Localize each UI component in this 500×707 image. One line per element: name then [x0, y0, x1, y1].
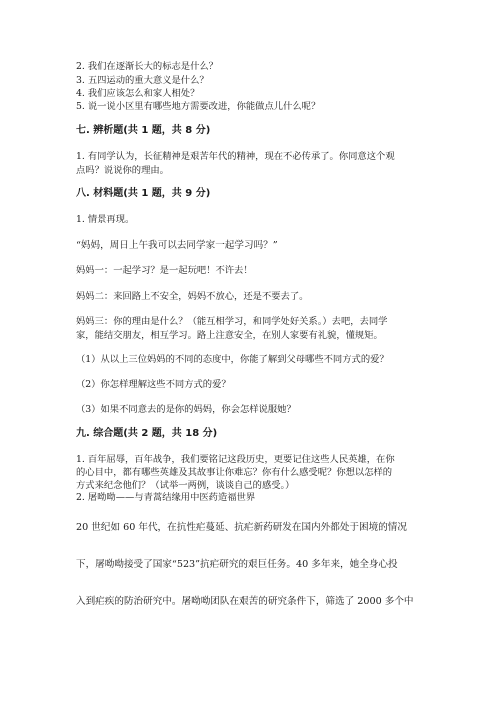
section-8-subquestion-1: （1）从以上三位妈妈的不同的态度中，你能了解到父母哪些不同方式的爱？ [76, 354, 389, 365]
reading-paragraph-line-2: 下，屠呦呦接受了国家“523”抗疟研究的艰巨任务。40 多年来，她全身心投 [76, 559, 398, 570]
mom-3-response-line-2: 家，能结交朋友，相互学习。路上注意安全，在别人家要有礼貌，懂规矩。 [76, 330, 383, 341]
section-9-question-1-line-2: 的心目中，都有哪些英雄及其故事让你难忘？你有什么感受呢？你想以怎样的 [76, 467, 393, 478]
section-9-question-1-line-3: 方式来纪念他们？（试举一两例，谈谈自己的感受。） [76, 480, 295, 491]
mom-1-response: 妈妈一：一起学习？是一起玩吧！不许去！ [76, 265, 253, 276]
reading-paragraph-line-3: 入到疟疾的防治研究中。屠呦呦团队在艰苦的研究条件下，筛选了 2000 多个中 [76, 596, 414, 607]
section-9-question-1-line-1: 1. 百年屈辱，百年战争，我们要铭记这段历史，更要记住这些人民英雄，在你 [76, 454, 395, 465]
question-2: 2. 我们在逐渐长大的标志是什么？ [76, 61, 218, 72]
child-quote: “妈妈，周日上午我可以去同学家一起学习吗？” [76, 240, 278, 251]
section-9-question-2-title: 2. 屠呦呦——与青蒿结缘用中医药造福世界 [76, 492, 256, 503]
question-3: 3. 五四运动的重大意义是什么？ [76, 75, 209, 86]
section-8-subquestion-2: （2）你怎样理解这些不同方式的爱？ [76, 379, 231, 390]
section-9-heading: 九. 综合题(共 2 题，共 18 分) [76, 428, 218, 439]
reading-paragraph-line-1: 20 世纪如 60 年代，在抗性疟蔓延、抗疟新药研发在国内外都处于困境的情况 [76, 522, 407, 533]
section-7-heading: 七. 辨析题(共 1 题，共 8 分) [76, 125, 211, 136]
section-7-question-line-1: 1. 有同学认为，长征精神是艰苦年代的精神，现在不必传承了。你同意这个观 [76, 151, 395, 162]
question-5: 5. 说一说小区里有哪些地方需要改进，你能做点儿什么呢？ [76, 101, 321, 112]
section-8-subquestion-3: （3）如果不同意去的是你的妈妈，你会怎样说服她？ [76, 404, 296, 415]
section-8-intro: 1. 情景再现。 [76, 214, 135, 225]
section-8-heading: 八. 材料题(共 1 题，共 9 分) [76, 188, 211, 199]
section-7-question-line-2: 点吗？说说你的理由。 [76, 165, 169, 176]
question-4: 4. 我们应该怎么和家人相处？ [76, 88, 200, 99]
mom-2-response: 妈妈二：来回路上不安全，妈妈不放心，还是不要去了。 [76, 291, 309, 302]
mom-3-response-line-1: 妈妈三：你的理由是什么？（能互相学习，和同学处好关系。）去吧，去同学 [76, 316, 388, 327]
